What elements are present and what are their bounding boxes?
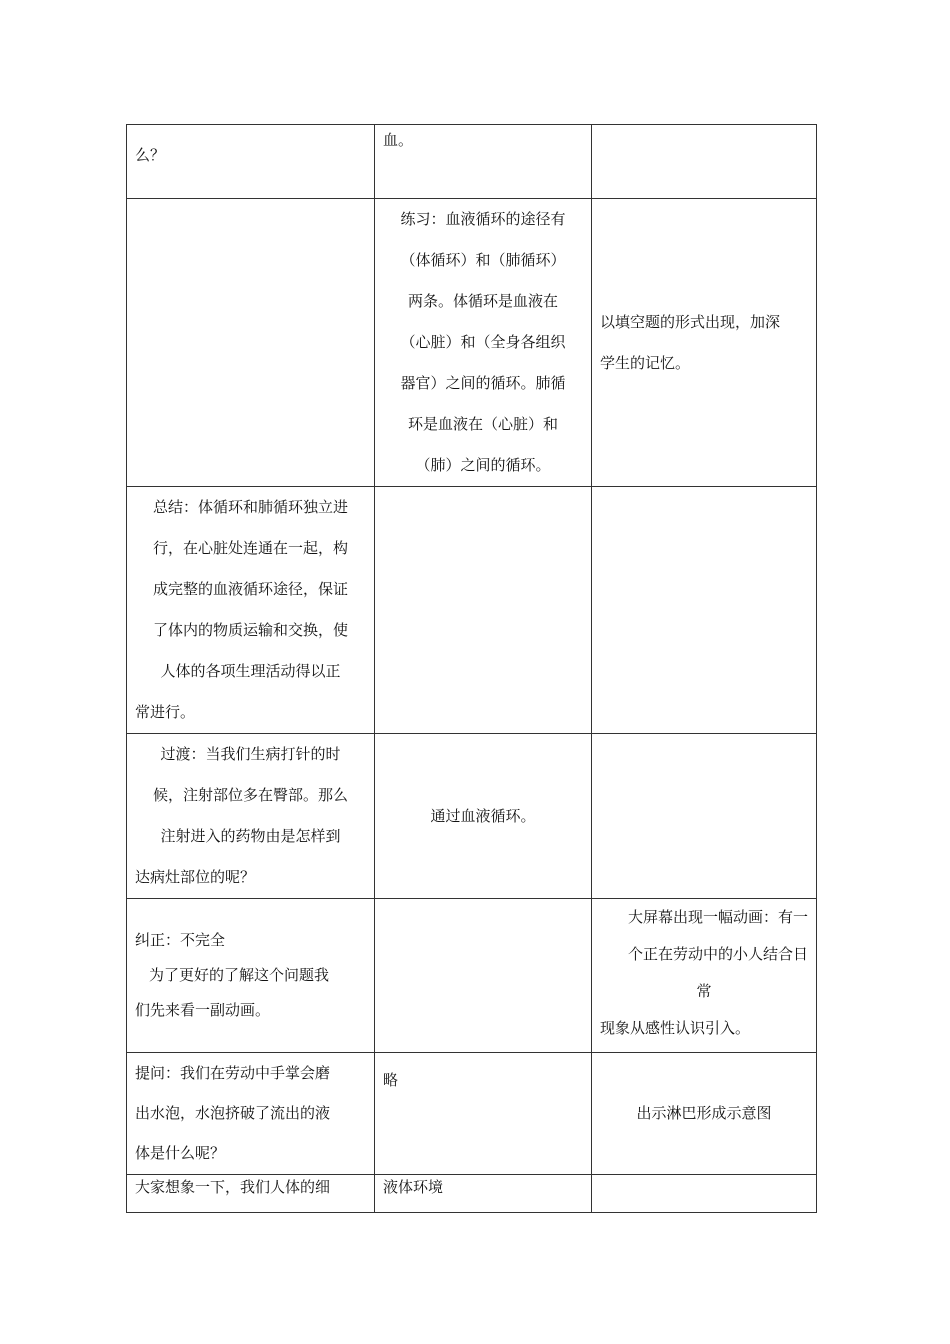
cell-line: 么？	[135, 146, 166, 164]
teacher-activity-cell	[127, 734, 375, 899]
cell-line: 达病灶部位的呢？	[135, 868, 256, 886]
cell-line: 总结：体循环和肺循环独立进	[152, 498, 348, 516]
cell-line: 血。	[383, 131, 414, 149]
table-row	[127, 1175, 817, 1213]
design-intent-cell	[592, 125, 817, 199]
cell-line: （心脏）和（全身各组织	[400, 333, 566, 351]
table-row	[127, 734, 817, 899]
design-intent-cell	[592, 199, 817, 487]
design-intent-cell	[592, 734, 817, 899]
teacher-activity-cell	[127, 125, 375, 199]
teacher-activity-cell	[127, 1175, 375, 1213]
table-row	[127, 487, 817, 734]
table-row	[127, 125, 817, 199]
table-row	[127, 199, 817, 487]
cell-line: 成完整的血液循环途径，保证	[152, 580, 348, 598]
cell-line: （体循环）和（肺循环）	[400, 251, 566, 269]
cell-line: （肺）之间的循环。	[415, 456, 551, 474]
cell-line: 常进行。	[135, 703, 196, 721]
cell-line: 环是血液在（心脏）和	[407, 415, 558, 433]
cell-line: 两条。体循环是血液在	[407, 292, 558, 310]
cell-line: 了体内的物质运输和交换，使	[152, 621, 348, 639]
teacher-activity-cell	[127, 1053, 375, 1175]
cell-line: 现象从感性认识引入。	[600, 1019, 751, 1037]
cell-line: 以填空题的形式出现，加深	[600, 312, 781, 331]
cell-line: 器官）之间的循环。肺循	[400, 374, 566, 392]
cell-line: 纠正：不完全	[135, 931, 226, 949]
design-intent-cell	[592, 487, 817, 734]
cell-line: 学生的记忆。	[600, 353, 691, 372]
cell-line: 行，在心脏处连通在一起，构	[152, 539, 348, 557]
design-intent-cell	[592, 899, 817, 1053]
cell-line: 个正在劳动中的小人结合日	[627, 945, 808, 963]
lesson-plan-table	[126, 124, 817, 1213]
cell-line: 体是什么呢？	[135, 1144, 226, 1162]
table-row	[127, 899, 817, 1053]
student-activity-cell	[375, 125, 592, 199]
cell-line: 注射进入的药物由是怎样到	[160, 827, 341, 845]
cell-line: 们先来看一副动画。	[135, 1001, 271, 1019]
student-activity-cell	[375, 734, 592, 899]
student-activity-cell	[375, 1175, 592, 1213]
cell-line: 液体环境	[383, 1178, 444, 1196]
cell-line: 出示淋巴形成示意图	[636, 1104, 772, 1122]
cell-line: 为了更好的了解这个问题我	[149, 966, 330, 984]
cell-line: 练习：血液循环的途径有	[400, 210, 566, 228]
cell-line: 常	[696, 982, 712, 1000]
student-activity-cell	[375, 487, 592, 734]
teacher-activity-cell	[127, 899, 375, 1053]
teacher-activity-cell	[127, 199, 375, 487]
cell-line: 大家想象一下，我们人体的细	[135, 1178, 331, 1196]
cell-line: 过渡：当我们生病打针的时	[160, 745, 341, 763]
student-activity-cell	[375, 199, 592, 487]
cell-line: 人体的各项生理活动得以正	[160, 662, 341, 680]
teacher-activity-cell	[127, 487, 375, 734]
cell-line: 候，注射部位多在臀部。那么	[152, 786, 348, 804]
student-activity-cell	[375, 899, 592, 1053]
cell-line: 通过血液循环。	[430, 806, 536, 825]
cell-line: 出水泡，水泡挤破了流出的液	[135, 1104, 331, 1122]
table-row	[127, 1053, 817, 1175]
cell-line: 大屏幕出现一幅动画：有一	[627, 908, 808, 926]
design-intent-cell	[592, 1053, 817, 1175]
design-intent-cell	[592, 1175, 817, 1213]
student-activity-cell	[375, 1053, 592, 1175]
cell-line: 略	[383, 1071, 399, 1089]
cell-line: 提问：我们在劳动中手掌会磨	[135, 1064, 331, 1082]
